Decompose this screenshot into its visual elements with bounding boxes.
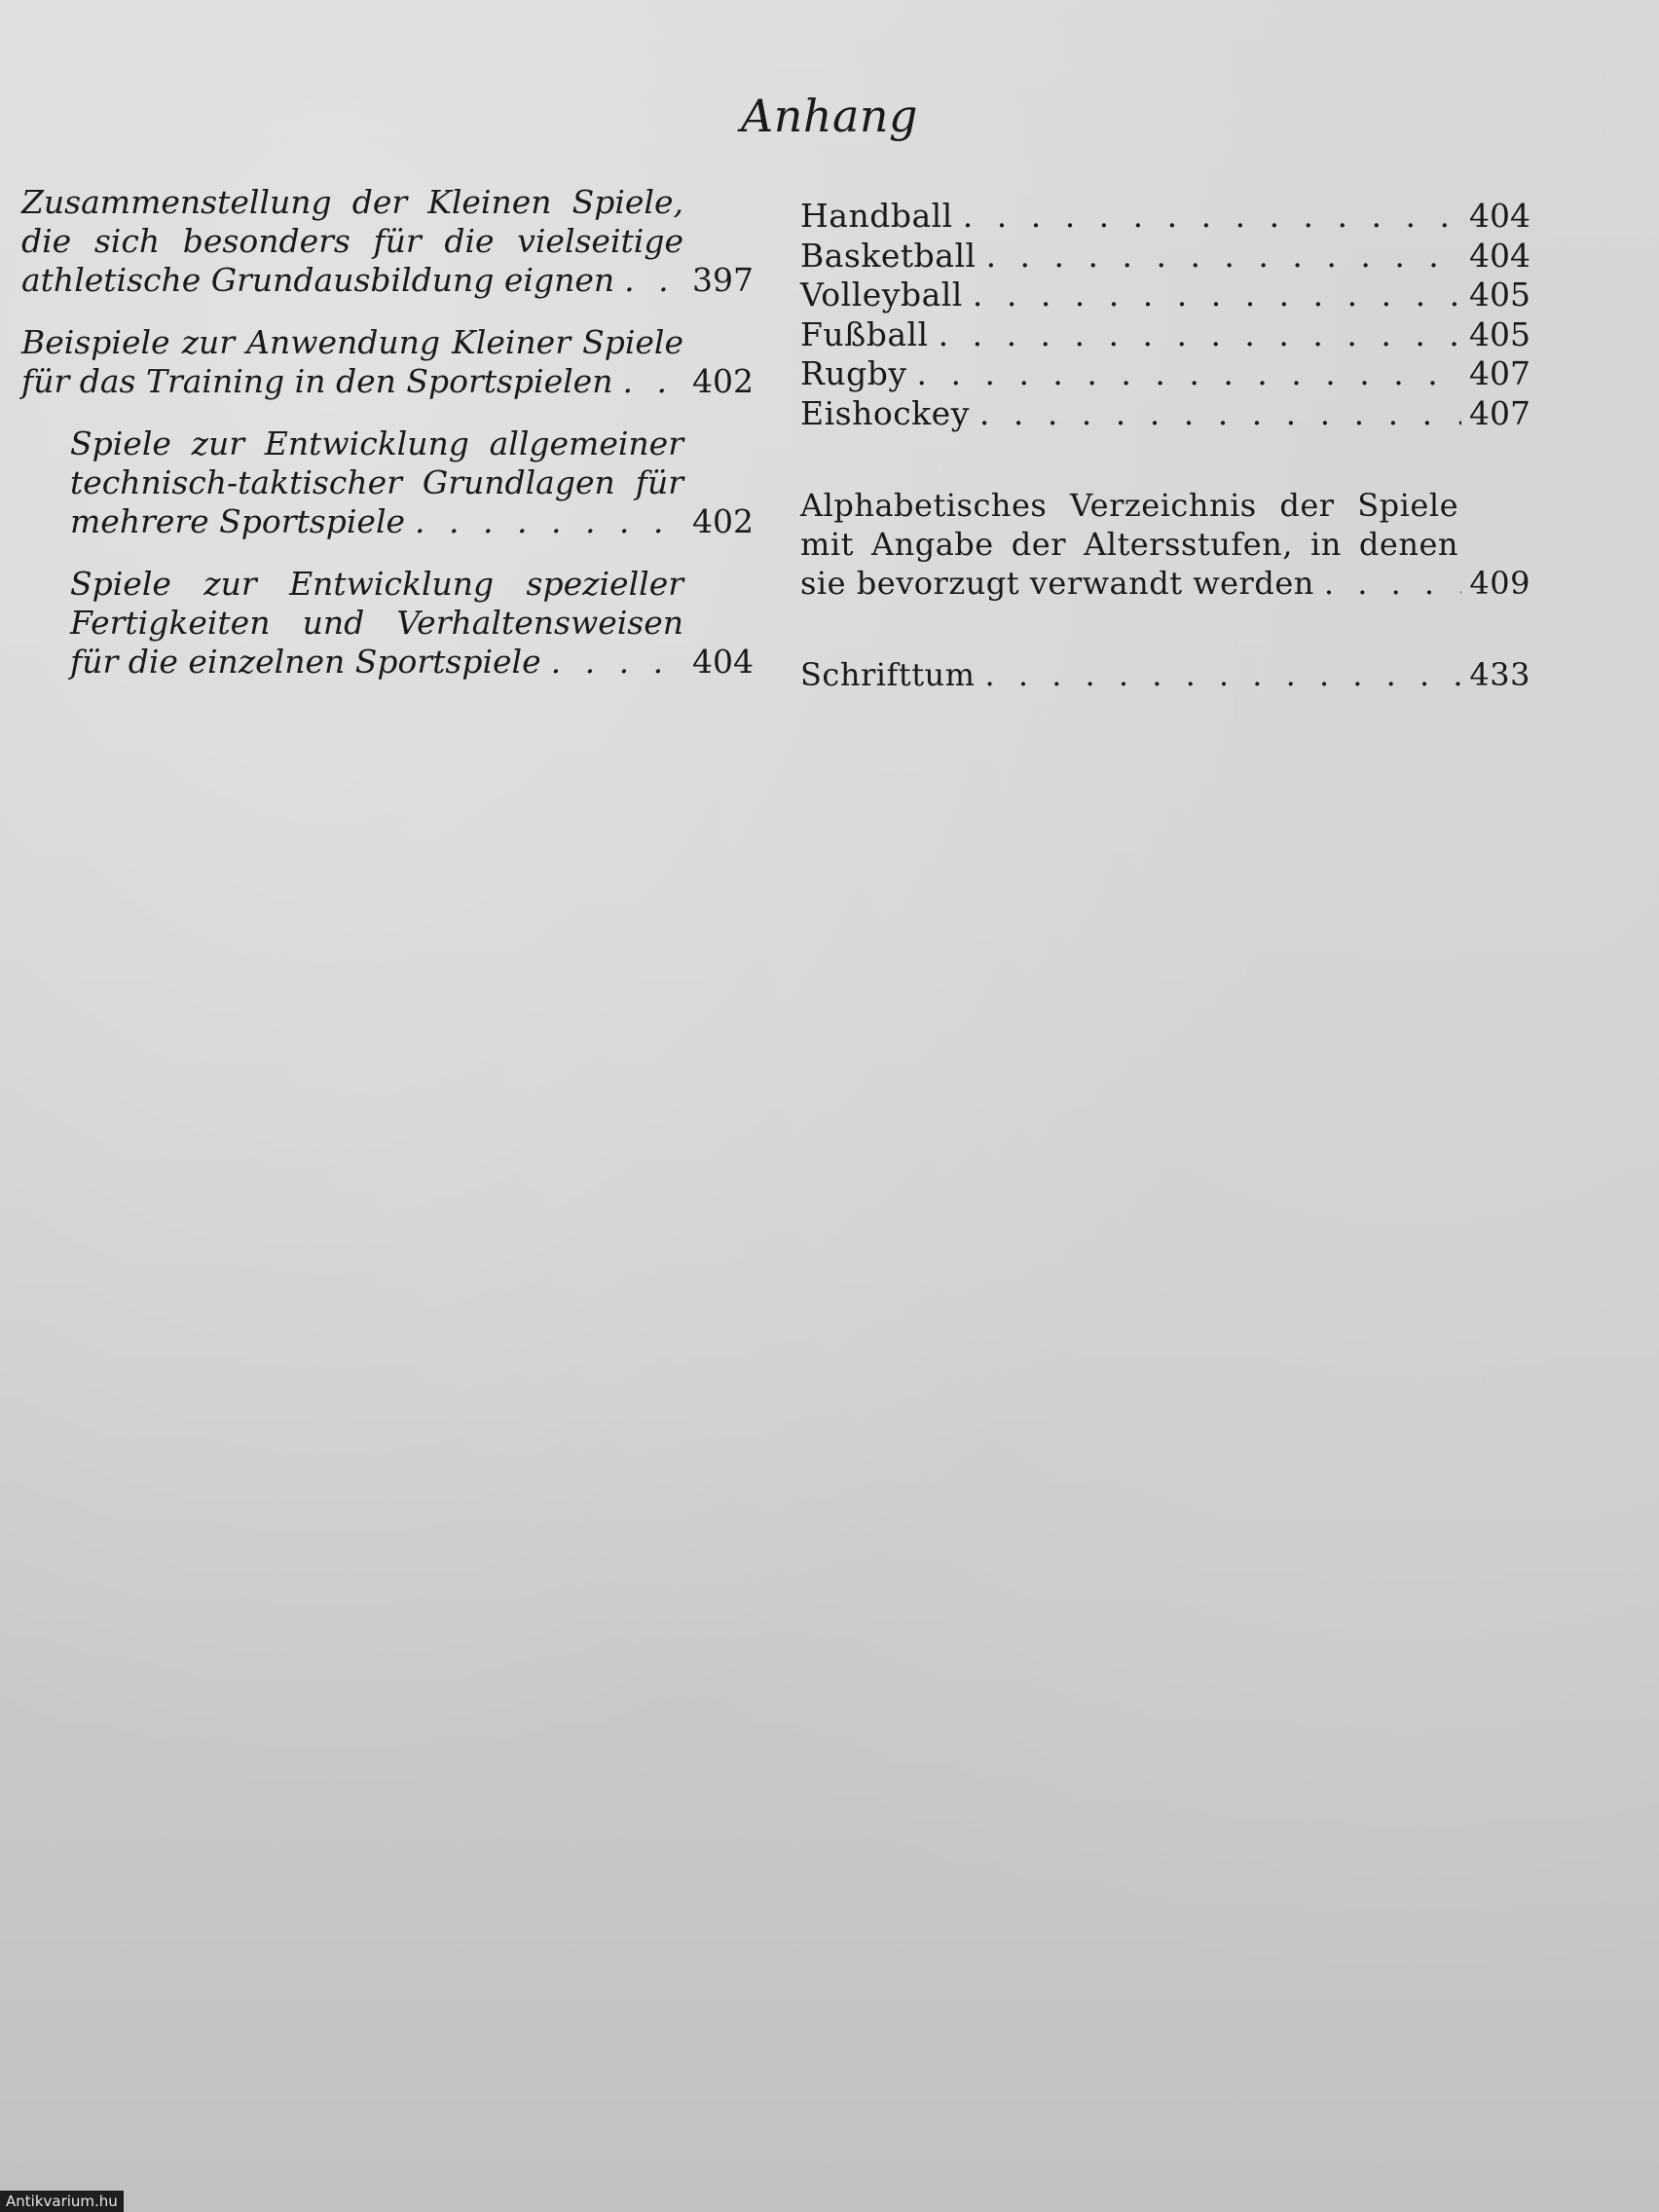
leader-dots [976,655,1462,694]
toc-entry-line: Zusammenstellung der Kleinen Spiele, [21,183,683,221]
leader-dots [1314,564,1462,603]
leader-dots [541,643,684,682]
right-column [800,197,1530,694]
toc-entry-line: Alphabetisches Verzeichnis der Spiele [800,487,1458,524]
page-title: Anhang [741,90,918,142]
toc-entry[interactable] [21,183,754,300]
toc-entry-line: Spiele zur Entwicklung spezieller [70,565,683,603]
toc-entry-line: mehrere Sportspiele [70,502,406,540]
page-number: 407 [1469,393,1530,432]
toc-entry-line: für die einzelnen Sportspiele [70,643,541,681]
page-number: 404 [692,643,754,681]
sport-name: Basketball [800,236,977,275]
toc-entry-line: die sich besonders für die vielseitige [21,222,683,260]
page-number: 402 [692,362,754,400]
sport-list [800,197,1530,433]
sport-entry[interactable] [800,276,1530,315]
toc-entry-line: mit Angabe der Altersstufen, in denen [800,526,1458,563]
bibliography-label: Schrifttum [800,656,976,693]
index-entry[interactable] [800,486,1530,603]
leader-dots [970,394,1461,434]
left-column [21,183,754,705]
page-number: 404 [1469,236,1530,275]
toc-entry-line: technisch-taktischer Grundlagen für [70,463,683,501]
sport-name: Volleyball [800,276,963,313]
page-number: 404 [1469,197,1530,235]
page-number: 405 [1469,314,1530,353]
toc-entry-line: für das Training in den Sportspielen [21,362,613,400]
sport-name: Fußball [800,314,929,353]
sport-entry[interactable] [800,315,1530,355]
toc-entry[interactable] [21,323,754,401]
page-number: 409 [1469,565,1530,602]
leader-dots [907,354,1462,394]
page-number: 433 [1469,656,1530,693]
page-number: 407 [1469,354,1530,392]
watermark: Antikvarium.hu [0,2191,124,2212]
sport-entry[interactable] [800,394,1530,434]
toc-entry-line: sie bevorzugt verwandt werden [800,565,1314,602]
toc-entry-line: Beispiele zur Anwendung Kleiner Spiele [21,323,683,361]
sport-name: Rugby [800,354,907,392]
page-number: 402 [692,502,754,540]
leader-dots [929,315,1461,355]
leader-dots [405,502,684,541]
sport-entry[interactable] [800,197,1530,237]
toc-entry-line: athletische Grundausbildung eignen [21,261,615,299]
leader-dots [963,276,1461,315]
sport-entry[interactable] [800,354,1530,394]
leader-dots [953,197,1461,237]
leader-dots [612,362,684,401]
toc-subentry[interactable] [70,424,754,541]
page-number: 397 [692,261,754,299]
toc-entry-line: Fertigkeiten und Verhaltensweisen [70,604,683,642]
toc-entry-line: Spiele zur Entwicklung allgemeiner [70,424,683,462]
sport-name: Eishockey [800,393,970,432]
leader-dots [614,261,684,300]
sport-name: Handball [800,197,953,235]
sport-entry[interactable] [800,237,1530,276]
bibliography-entry[interactable] [800,655,1530,694]
toc-subentry[interactable] [70,565,754,682]
page-number: 405 [1469,276,1530,313]
leader-dots [977,237,1461,276]
